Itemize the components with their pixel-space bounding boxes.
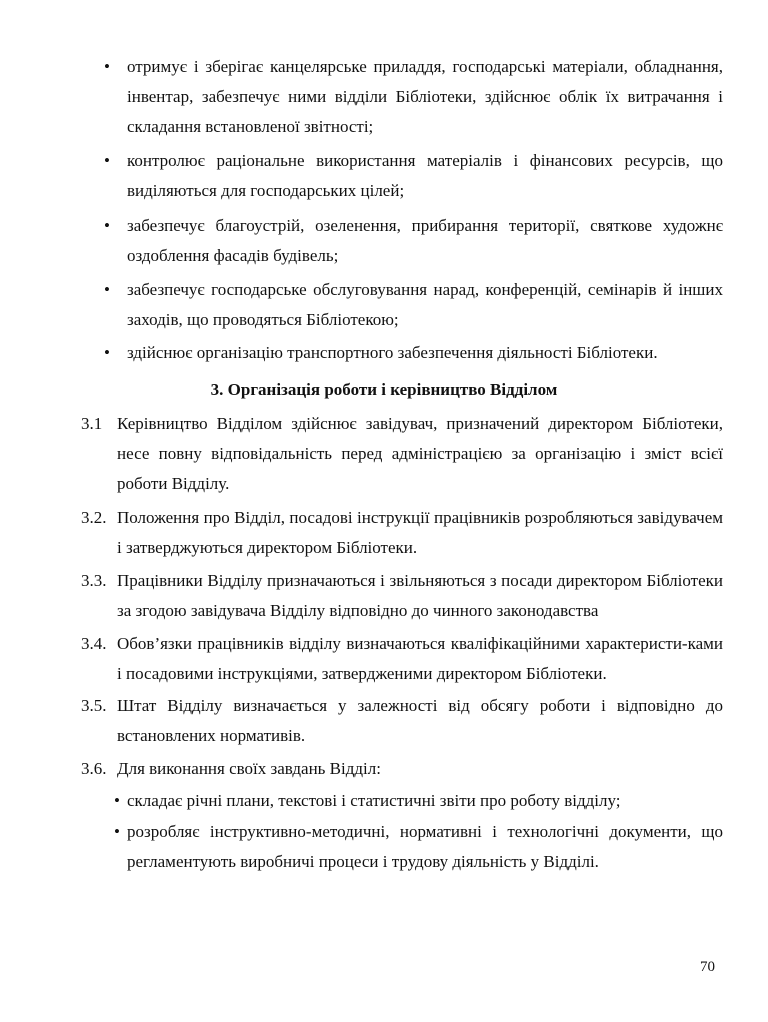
sub-bullet-item bbox=[114, 817, 723, 877]
bullet-dot: • bbox=[104, 57, 110, 76]
item-text: Керівництво Відділом здійснює завідувач, призначений директором Бібліотеки, несе повну відповідальність перед адміністрацією за організацію і зміст всієї роботи Відділу. bbox=[117, 414, 723, 493]
bullet-item bbox=[104, 211, 723, 271]
numbered-item bbox=[81, 503, 723, 563]
bullet-dot: • bbox=[104, 216, 110, 235]
item-number: 3.6. bbox=[81, 759, 107, 778]
numbered-item bbox=[81, 691, 723, 751]
item-text: Положення про Відділ, посадові інструкції працівників розробляються завідувачем і затверджуються директором Бібліотеки. bbox=[117, 508, 723, 557]
bullet-text: забезпечує господарське обслуговування нарад, конференцій, семінарів й інших заходів, що проводяться Бібліотекою; bbox=[127, 280, 723, 329]
item-number: 3.1 bbox=[81, 414, 103, 433]
item-number: 3.5. bbox=[81, 696, 107, 715]
bullet-item bbox=[104, 146, 723, 206]
bullet-text: здійснює організацію транспортного забезпечення діяльності Бібліотеки. bbox=[127, 343, 658, 362]
bullet-item bbox=[104, 338, 723, 368]
bullet-text: складає річні плани, текстові і статистичні звіти про роботу відділу; bbox=[127, 791, 621, 810]
bullet-item bbox=[104, 52, 723, 142]
section-heading: 3. Організація роботи і керівництво Відділом bbox=[210, 380, 558, 399]
numbered-item bbox=[81, 629, 723, 689]
item-number: 3.3. bbox=[81, 571, 107, 590]
item-text: Обов’язки працівників відділу визначаються кваліфікаційними характеристи-ками і посадовими інструкціями, затвердженими директором Бібліотеки. bbox=[117, 634, 723, 683]
numbered-item bbox=[81, 566, 723, 626]
numbered-item bbox=[81, 409, 723, 499]
item-text: Штат Відділу визначається у залежності від обсягу роботи і відповідно до встановлених нормативів. bbox=[117, 696, 723, 745]
bullet-dot: • bbox=[104, 280, 110, 299]
bullet-dot: • bbox=[114, 822, 120, 841]
bullet-text: забезпечує благоустрій, озеленення, прибирання території, святкове художнє оздоблення фасадів будівель; bbox=[127, 216, 723, 265]
bullet-dot: • bbox=[104, 343, 110, 362]
item-text: Для виконання своїх завдань Відділ: bbox=[117, 759, 381, 778]
bullet-item bbox=[104, 275, 723, 335]
bullet-text: контролює раціональне використання матеріалів і фінансових ресурсів, що виділяються для господарських цілей; bbox=[127, 151, 723, 200]
bullet-text: отримує і зберігає канцелярське приладдя, господарські матеріали, обладнання, інвентар, забезпечує ними відділи Бібліотеки, здійснює облік їх витрачання і складання встановленої звітності; bbox=[127, 57, 723, 136]
item-number: 3.4. bbox=[81, 634, 107, 653]
item-number: 3.2. bbox=[81, 508, 107, 527]
item-text: Працівники Відділу призначаються і звільняються з посади директором Бібліотеки за згодою завідувача Відділу відповідно до чинного законодавства bbox=[117, 571, 723, 620]
sub-bullet-item bbox=[114, 786, 723, 816]
numbered-item bbox=[81, 754, 723, 784]
bullet-text: розробляє інструктивно-методичні, нормативні і технологічні документи, що регламентують виробничі процеси і трудову діяльність у Відділі. bbox=[127, 822, 723, 871]
bullet-dot: • bbox=[114, 791, 120, 810]
page-number: 70 bbox=[700, 959, 715, 975]
bullet-dot: • bbox=[104, 151, 110, 170]
